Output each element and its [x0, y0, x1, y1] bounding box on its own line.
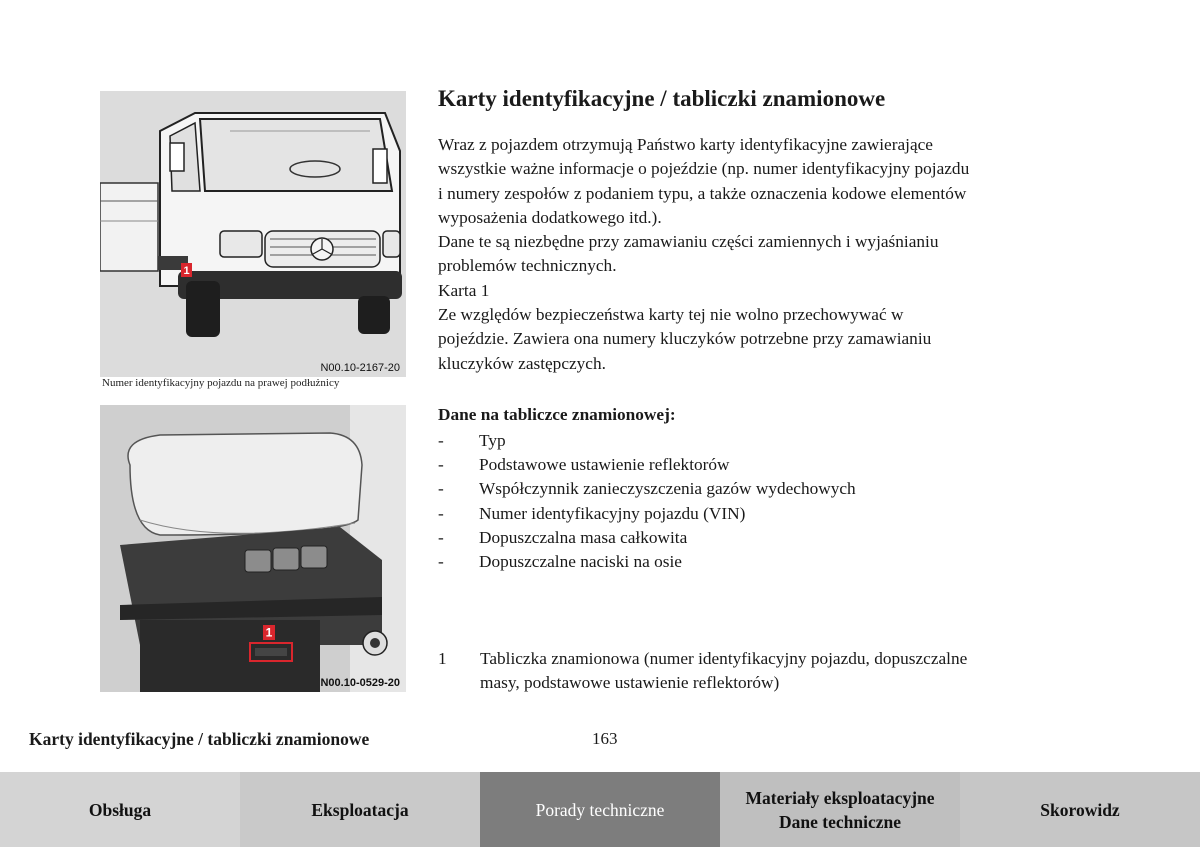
- list-dash: -: [438, 479, 444, 499]
- plate-items-list: [438, 429, 856, 574]
- truck-figure-caption: Numer identyfikacyjny pojazdu na prawej podłużnicy: [102, 377, 340, 389]
- intro-line: kluczyków zastępczych.: [438, 353, 606, 373]
- page-number: 163: [592, 729, 618, 748]
- legend-number: 1: [438, 649, 447, 668]
- intro-paragraph: [438, 133, 1088, 376]
- list-dash: -: [438, 552, 444, 572]
- list-item-text: Dopuszczalna masa całkowita: [479, 527, 688, 547]
- truck-figure-code: N00.10-2167-20: [320, 362, 400, 374]
- tab-label: Obsługa: [88, 799, 152, 820]
- intro-line: wszystkie ważne informacje o pojeździe (np. numer identyfikacyjny pojazdu: [438, 159, 970, 179]
- legend-text: [480, 647, 967, 696]
- list-item-text: Współczynnik zanieczyszczenia gazów wydechowych: [479, 479, 856, 499]
- list-dash: -: [438, 527, 444, 547]
- tab-materialy-dane[interactable]: [720, 772, 960, 847]
- list-dash: -: [438, 455, 444, 475]
- tab-eksploatacja[interactable]: [240, 772, 480, 847]
- page-title: Karty identyfikacyjne / tabliczki znamionowe: [438, 86, 886, 111]
- intro-line: problemów technicznych.: [438, 256, 617, 276]
- legend-note: [438, 647, 967, 696]
- list-item: [438, 502, 856, 526]
- legend-line: masy, podstawowe ustawienie reflektorów): [480, 673, 780, 693]
- list-item-text: Podstawowe ustawienie reflektorów: [479, 455, 730, 475]
- tab-porady-techniczne[interactable]: [480, 772, 720, 847]
- tab-label: Porady techniczne: [535, 799, 665, 820]
- legend-line: Tabliczka znamionowa (numer identyfikacyjny pojazdu, dopuszczalne: [480, 649, 968, 668]
- tab-label: Materiały eksploatacyjne: [745, 787, 935, 808]
- chapter-tabs: [0, 772, 1200, 847]
- truck-illustration: [100, 91, 406, 377]
- intro-line: wyposażenia dodatkowego itd.).: [438, 207, 662, 227]
- truck-callout-label: 1: [183, 265, 190, 277]
- seat-figure-code: N00.10-0529-20: [320, 677, 400, 689]
- intro-line: Dane te są niezbędne przy zamawianiu części zamiennych i wyjaśnianiu: [438, 232, 939, 252]
- footer-section-title: Karty identyfikacyjne / tabliczki znamionowe: [29, 729, 370, 749]
- list-dash: -: [438, 431, 444, 450]
- list-item: [438, 526, 856, 550]
- seat-figure: [100, 405, 406, 692]
- tab-label: Skorowidz: [1040, 799, 1120, 820]
- list-dash: -: [438, 503, 444, 523]
- tab-label: Eksploatacja: [311, 799, 409, 820]
- seat-callout-label: 1: [265, 625, 273, 640]
- truck-figure: [100, 91, 406, 377]
- list-item: [438, 453, 856, 477]
- intro-line: i numery zespołów z podaniem typu, a także oznaczenia kodowe elementów: [438, 183, 967, 203]
- list-item-text: Numer identyfikacyjny pojazdu (VIN): [479, 503, 746, 523]
- intro-line: Ze względów bezpieczeństwa karty tej nie wolno przechowywać w: [438, 305, 904, 325]
- list-item: [438, 550, 856, 574]
- intro-line: Wraz z pojazdem otrzymują Państwo karty identyfikacyjne zawierające: [438, 135, 933, 154]
- intro-line: pojeździe. Zawiera ona numery kluczyków potrzebne przy zamawianiu: [438, 329, 932, 349]
- tab-label: Dane techniczne: [779, 811, 901, 832]
- list-item-text: Dopuszczalne naciski na osie: [479, 552, 682, 572]
- list-item: [438, 477, 856, 501]
- seat-illustration: [100, 405, 406, 692]
- tab-skorowidz[interactable]: [960, 772, 1200, 847]
- plate-heading: Dane na tabliczce znamionowej:: [438, 405, 676, 424]
- list-item: [438, 429, 856, 453]
- intro-line: Karta 1: [438, 280, 490, 300]
- tab-obsluga[interactable]: [0, 772, 240, 847]
- list-item-text: Typ: [479, 431, 506, 450]
